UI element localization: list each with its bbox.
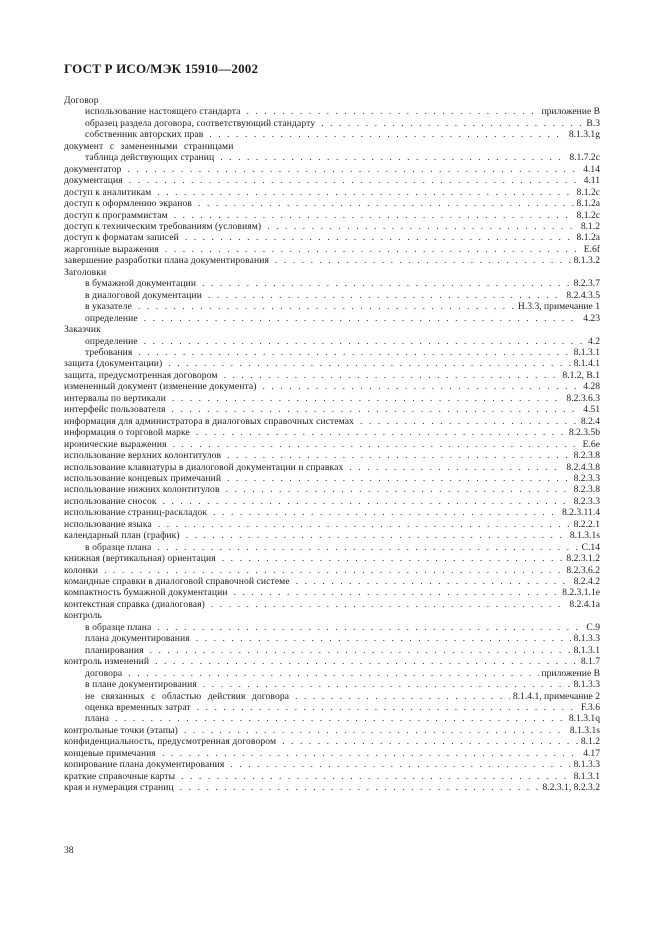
index-row — [64, 656, 600, 667]
index-term: компактность бумажной документации — [64, 587, 228, 599]
index-term: определение — [85, 335, 138, 347]
index-term: в образце плана — [85, 541, 152, 553]
index-term: доступ к программистам — [64, 209, 168, 221]
dot-leader — [247, 106, 539, 117]
dot-leader — [202, 278, 571, 289]
dot-leader — [227, 473, 571, 484]
index-reference: 8.1.2а — [576, 198, 600, 210]
dot-leader — [138, 301, 515, 312]
index-row — [64, 599, 600, 610]
index-term: интерфейс пользователя — [64, 404, 166, 416]
index-term: использование верхних колонтитулов — [64, 450, 222, 462]
index-row — [64, 736, 600, 747]
index-reference: С.9 — [586, 621, 600, 633]
dot-leader — [172, 393, 563, 404]
index-term: в диалоговой документации — [85, 289, 202, 301]
index-term: защита, предусмотренная договором — [64, 369, 218, 381]
index-row — [64, 553, 600, 564]
index-reference: 8.2.3.7 — [573, 278, 600, 290]
dot-leader — [360, 416, 578, 427]
index-reference: 8.2.3.1.1е — [562, 587, 600, 599]
index-reference: 8.1.3.3 — [573, 759, 600, 771]
index-reference: 8.1.7.2с — [569, 152, 600, 164]
index-row — [64, 645, 600, 656]
index-reference: 4.14 — [583, 163, 600, 175]
index-row — [64, 759, 600, 770]
index-term: использование нижних колонтитулов — [64, 484, 220, 496]
index-row — [64, 576, 600, 587]
index-row — [64, 622, 600, 633]
index-term: оценка временных затрат — [85, 702, 191, 714]
index-term: использование концевых примечаний — [64, 472, 222, 484]
dot-leader — [267, 221, 578, 232]
index-reference: 8.1.3.1s — [569, 530, 600, 542]
index-row — [64, 668, 600, 679]
index-term: документ с замененными страницами — [64, 140, 234, 152]
dot-leader — [208, 290, 563, 301]
index-reference: 8.2.3.8 — [573, 484, 600, 496]
dot-leader — [296, 576, 571, 587]
index-term: в указателе — [85, 301, 132, 313]
index-reference: 8.1.7 — [580, 656, 600, 668]
index-term: контроль изменений — [64, 656, 150, 668]
index-row — [64, 587, 600, 598]
dot-leader — [168, 358, 570, 369]
index-row — [64, 748, 600, 759]
index-reference: 4.51 — [583, 404, 600, 416]
index-row — [64, 416, 600, 427]
dot-leader — [224, 370, 560, 381]
index-row — [64, 221, 600, 232]
index-reference: 8.1.2 — [580, 736, 600, 748]
index-reference: 8.2.3.3 — [573, 472, 600, 484]
index-row — [64, 519, 600, 530]
index-term: книжная (вертикальная) ориентация — [64, 553, 216, 565]
index-row — [64, 450, 600, 461]
index-term: края и нумерация страниц — [64, 782, 174, 794]
index-row — [64, 164, 600, 175]
index-row — [64, 141, 600, 152]
index-row — [64, 129, 600, 140]
index-term: плана документирования — [85, 633, 190, 645]
index-reference: 8.2.4 — [580, 415, 600, 427]
index-reference: 8.1.3.1s — [569, 724, 600, 736]
index-term: доступ к форматам записей — [64, 232, 179, 244]
index-row — [64, 290, 600, 301]
index-row — [64, 347, 600, 358]
index-reference: 8.1.2, В.1 — [562, 369, 600, 381]
index-reference: 8.1.3.1 — [573, 644, 600, 656]
index-reference: Е.6f — [583, 243, 600, 255]
index-term: в бумажной документации — [85, 278, 197, 290]
index-row — [64, 542, 600, 553]
index-term: не связанных с областью действия договора — [85, 690, 290, 702]
dot-leader — [227, 450, 570, 461]
index-row — [64, 301, 600, 312]
index-reference: 8.1.4.1 — [573, 358, 600, 370]
index-term: колонки — [64, 564, 99, 576]
index-term: иронические выражения — [64, 438, 167, 450]
index-term: измененный документ (изменение документа) — [64, 381, 257, 393]
index-reference: 8.2.3.1, 8.2.3.2 — [542, 782, 600, 794]
index-term: информация для администратора в диалоговых справочных системах — [64, 415, 355, 427]
index-term: завершение разработки плана документирования — [64, 255, 269, 267]
index-row — [64, 610, 600, 621]
dot-leader — [155, 656, 578, 667]
index-reference: 8.1.4.1, примечание 2 — [512, 690, 600, 702]
index-reference: 8.2.4.1а — [569, 598, 600, 610]
index-term: использование сносок — [64, 495, 157, 507]
index-term: контекстная справка (диалоговая) — [64, 598, 205, 610]
index-row — [64, 782, 600, 793]
index-row — [64, 713, 600, 724]
index-reference: 8.2.4.3.5 — [566, 289, 600, 301]
index-row — [64, 473, 600, 484]
index-row — [64, 771, 600, 782]
dot-leader — [104, 565, 563, 576]
index-term: информация о торговой марке — [64, 427, 190, 439]
index-reference: приложение В — [541, 667, 600, 679]
index-term: контрольные точки (этапы) — [64, 724, 178, 736]
dot-leader — [198, 198, 574, 209]
index-reference: 8.2.3.8 — [573, 450, 600, 462]
index-row — [64, 210, 600, 221]
index-list — [64, 95, 600, 794]
index-term: командные справки в диалоговой справочной системе — [64, 576, 290, 588]
index-reference: 8.1.2с — [576, 186, 600, 198]
index-reference: Е.6е — [582, 438, 600, 450]
index-term: концевые примечания — [64, 747, 156, 759]
dot-leader — [263, 381, 581, 392]
index-term: конфиденциальность, предусмотренная договором — [64, 736, 277, 748]
index-row — [64, 633, 600, 644]
index-row — [64, 187, 600, 198]
index-term: использование страниц-раскладок — [64, 507, 208, 519]
index-term: Заголовки — [64, 266, 107, 278]
index-row — [64, 106, 600, 117]
dot-leader — [282, 736, 578, 747]
index-row — [64, 565, 600, 576]
index-term: собственник авторских прав — [85, 129, 204, 141]
index-term: интервалы по вертикали — [64, 392, 166, 404]
index-row — [64, 118, 600, 129]
index-row — [64, 255, 600, 266]
index-reference: 8.1.2а — [576, 232, 600, 244]
page-number: 38 — [64, 845, 74, 856]
index-term: контроль — [64, 610, 102, 622]
index-term: требования — [85, 346, 133, 358]
index-term: защита (документации) — [64, 358, 163, 370]
index-row — [64, 393, 600, 404]
index-reference: 8.2.3.1.2 — [566, 553, 600, 565]
dot-leader — [185, 232, 574, 243]
dot-leader — [196, 633, 571, 644]
index-reference: 8.2.3.6.2 — [566, 564, 600, 576]
index-reference: Н.3.3, примечание 1 — [517, 301, 600, 313]
dot-leader — [138, 347, 570, 358]
index-row — [64, 439, 600, 450]
dot-leader — [128, 668, 538, 679]
index-term: календарный план (график) — [64, 530, 180, 542]
index-reference: 8.1.2 — [580, 220, 600, 232]
dot-leader — [321, 118, 583, 129]
dot-leader — [220, 152, 566, 163]
index-row — [64, 381, 600, 392]
dot-leader — [144, 336, 585, 347]
index-row — [64, 507, 600, 518]
dot-leader — [180, 782, 540, 793]
index-reference: 8.2.4.2 — [573, 576, 600, 588]
index-row — [64, 370, 600, 381]
index-row — [64, 232, 600, 243]
index-reference: В.3 — [586, 117, 600, 129]
index-row — [64, 198, 600, 209]
dot-leader — [211, 599, 566, 610]
dot-leader — [144, 313, 581, 324]
index-row — [64, 324, 600, 335]
dot-leader — [129, 175, 581, 186]
document-header-title: ГОСТ Р ИСО/МЭК 15910—2002 — [64, 61, 259, 76]
dot-leader — [150, 645, 571, 656]
index-row — [64, 427, 600, 438]
index-reference: С.14 — [581, 541, 600, 553]
dot-leader — [295, 691, 510, 702]
index-term: использование настоящего стандарта — [85, 106, 241, 118]
index-reference: 8.1.3.3 — [573, 633, 600, 645]
index-reference: 8.1.3.1 — [573, 770, 600, 782]
dot-leader — [174, 210, 574, 221]
index-row — [64, 702, 600, 713]
index-term: договора — [85, 667, 123, 679]
dot-leader — [186, 530, 567, 541]
index-reference: 8.2.3.3 — [573, 495, 600, 507]
index-term: в образце плана — [85, 621, 152, 633]
dot-leader — [115, 713, 566, 724]
index-reference: 8.2.3.11.4 — [561, 507, 600, 519]
dot-leader — [172, 404, 581, 415]
index-reference: 4.11 — [583, 175, 600, 187]
index-term: доступ к техническим требованиям (условиям) — [64, 220, 262, 232]
index-reference: приложение В — [541, 106, 600, 118]
index-reference: 8.1.3.2 — [573, 255, 600, 267]
index-reference: 4.23 — [583, 312, 600, 324]
dot-leader — [165, 244, 581, 255]
dot-leader — [157, 622, 583, 633]
index-row — [64, 336, 600, 347]
dot-leader — [209, 129, 565, 140]
dot-leader — [173, 439, 580, 450]
index-row — [64, 175, 600, 186]
index-reference: 8.1.3.1 — [573, 346, 600, 358]
index-term: использование клавиатуры в диалоговой документации и справках — [64, 461, 344, 473]
index-reference: 8.1.3.1q — [568, 713, 600, 725]
index-term: копирование плана документирования — [64, 759, 225, 771]
index-reference: 8.2.4.3.8 — [566, 461, 600, 473]
dot-leader — [230, 759, 570, 770]
index-row — [64, 679, 600, 690]
index-row — [64, 725, 600, 736]
index-term: доступ к оформлению экранов — [64, 198, 193, 210]
index-reference: 8.1.3.3 — [573, 679, 600, 691]
index-reference: 8.1.3.1g — [568, 129, 600, 141]
index-row — [64, 404, 600, 415]
index-row — [64, 95, 600, 106]
dot-leader — [157, 542, 578, 553]
dot-leader — [163, 496, 571, 507]
index-reference: F.3.6 — [581, 702, 600, 714]
index-reference: 8.1.2с — [576, 209, 600, 221]
dot-leader — [162, 748, 580, 759]
dot-leader — [181, 771, 570, 782]
index-term: таблица действующих страниц — [85, 152, 215, 164]
index-reference: 8.2.2.1 — [573, 518, 600, 530]
index-term: жаргонные выражения — [64, 243, 159, 255]
index-row — [64, 152, 600, 163]
index-row — [64, 484, 600, 495]
index-term: доступ к аналитикам — [64, 186, 152, 198]
dot-leader — [184, 725, 567, 736]
index-row — [64, 496, 600, 507]
index-term: в плане документирования — [85, 679, 197, 691]
index-row — [64, 267, 600, 278]
dot-leader — [203, 679, 571, 690]
index-row — [64, 278, 600, 289]
index-term: документатор — [64, 163, 122, 175]
index-term: плана — [85, 713, 110, 725]
dot-leader — [349, 462, 563, 473]
index-reference: 8.2.3.5b — [568, 427, 600, 439]
dot-leader — [226, 484, 571, 495]
index-row — [64, 358, 600, 369]
index-row — [64, 530, 600, 541]
document-page — [64, 0, 600, 936]
index-term: использование языка — [64, 518, 152, 530]
dot-leader — [157, 187, 573, 198]
index-term: Заказчик — [64, 324, 101, 336]
index-row — [64, 691, 600, 702]
dot-leader — [222, 553, 564, 564]
index-term: документация — [64, 175, 123, 187]
index-row — [64, 462, 600, 473]
index-term: образец раздела договора, соответствующий стандарту — [85, 117, 316, 129]
index-row — [64, 313, 600, 324]
dot-leader — [275, 255, 571, 266]
index-reference: 4.28 — [583, 381, 600, 393]
dot-leader — [128, 164, 581, 175]
index-reference: 4.2 — [588, 335, 600, 347]
dot-leader — [196, 427, 566, 438]
dot-leader — [158, 519, 571, 530]
index-row — [64, 244, 600, 255]
dot-leader — [234, 587, 560, 598]
index-reference: 4.17 — [583, 747, 600, 759]
dot-leader — [197, 702, 578, 713]
dot-leader — [213, 507, 559, 518]
index-term: определение — [85, 312, 138, 324]
index-term: краткие справочные карты — [64, 770, 176, 782]
index-term: планирования — [85, 644, 144, 656]
index-reference: 8.2.3.6.3 — [566, 392, 600, 404]
index-term: Договор — [64, 95, 99, 106]
